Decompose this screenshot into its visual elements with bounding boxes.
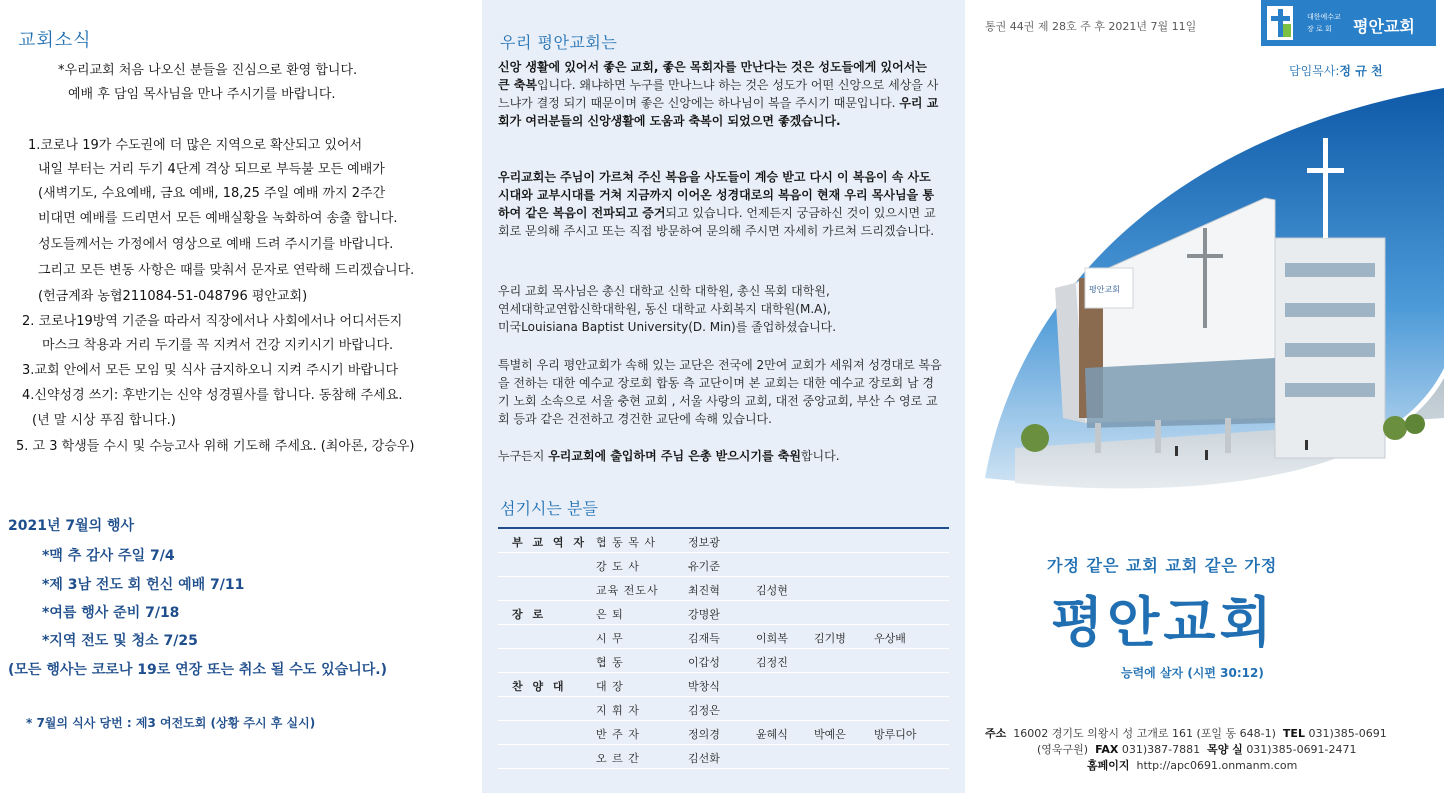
table-row (498, 529, 949, 553)
person-name: 방루디아 (874, 728, 917, 741)
role-group: 찬 양 대 (512, 680, 567, 693)
news-line: 4.신약성경 쓰기: 후반기는 신약 성경필사를 합니다. 동참해 주세요. (22, 388, 403, 403)
role: 지 휘 자 (596, 704, 640, 717)
about-p5-text: 누구든지 (498, 449, 549, 463)
church-title: 평안교회 (1051, 591, 1276, 654)
person-name: 박예은 (814, 728, 846, 741)
event-item: *지역 전도 및 청소 7/25 (42, 633, 198, 649)
role-group: 장 로 (512, 608, 547, 621)
pastor-label: 담임목사: (1289, 64, 1340, 78)
about-p2-bold: 우리교회는 주님이 가르쳐 주신 복음을 사도들이 계승 받고 다시 이 복음이 속 사도시대와 교부시대를 거쳐 지금까지 이어온 성경대로의 복음이 현재 우리 목사님을 통하여 같은 복음이 전파되고 증거 (498, 170, 934, 220)
table-row (498, 673, 949, 697)
tel-number: 031)385-0691 (1308, 727, 1387, 740)
homepage-label: 홈페이지 (1087, 759, 1130, 772)
role: 시 무 (596, 632, 624, 645)
welcome-line: 예배 후 담임 목사님을 만나 주시기를 바랍니다. (68, 87, 336, 102)
about-paragraph-4: 특별히 우리 평안교회가 속해 있는 교단은 전국에 2만여 교회가 세워져 성경대로 복음을 전하는 대한 예수교 장로회 합동 측 교단이며 본 교회는 대한 예수교 장로회 남 경기 노회 소속으로 서울 충현 교회 , 서울 사랑의 교회, 대전 중앙교회, 부산 수 영로 교회 등과 같은 건전하고 경건한 교단에 속해 있습니다. (498, 358, 942, 426)
person-name: 윤혜식 (756, 728, 788, 741)
about-paragraph-1 (498, 58, 942, 130)
person-name: 이갑성 (688, 656, 720, 669)
meal-duty-note: * 7월의 식사 당번 : 제3 여전도회 (상황 주시 후 실시) (26, 716, 316, 730)
news-line: 3.교회 안에서 모든 모임 및 식사 금지하오니 지켜 주시기 바랍니다 (22, 363, 399, 378)
left-panel (0, 0, 482, 793)
middle-panel (482, 0, 965, 793)
building-sign-text: 평안교회 (1089, 285, 1120, 294)
role: 오 르 간 (596, 752, 640, 765)
person-name: 김기병 (814, 632, 846, 645)
about-paragraph-3 (498, 282, 942, 336)
role: 반 주 자 (596, 728, 640, 741)
address-text-2: (영욱구원) (1037, 743, 1089, 756)
senior-pastor (1289, 62, 1383, 79)
about-p3-line: 우리 교회 목사님은 총신 대학교 신학 대학원, 총신 목회 대학원, (498, 284, 830, 298)
event-item: *맥 추 감사 주일 7/4 (42, 548, 175, 564)
about-p1-text: 입니다. 왜냐하면 누구를 만나느냐 하는 것은 성도가 어떤 신앙으로 세상을 사느냐가 결정 되기 때문이며 좋은 신앙에는 하나님이 복을 주시기 때문입니다. (498, 78, 939, 110)
about-p2-text: 되고 있습니다. 언제든지 궁금하신 것이 있으시면 교회로 문의해 주시고 또는 직접 방문하여 문의해 주시면 자세히 가르쳐 드리겠습니다. (498, 206, 936, 238)
role: 교육 전도사 (596, 584, 659, 597)
about-p5-bold: 우리교회에 출입하며 주님 은총 받으시기를 축원 (548, 449, 801, 463)
about-p1-bold: 신앙 생활에 있어서 좋은 교회, 좋은 목회자를 만난다는 것은 성도들에게 있어서는 큰 축복 (498, 60, 927, 92)
table-row (498, 697, 949, 721)
person-name: 최진혁 (688, 584, 720, 597)
servers-title: 섬기시는 분들 (500, 499, 598, 518)
person-name: 김선화 (688, 752, 720, 765)
event-item: *여름 행사 준비 7/18 (42, 605, 180, 621)
study-label: 목양 실 (1207, 743, 1243, 756)
person-name: 강명완 (688, 608, 720, 621)
person-name: 정의경 (688, 728, 720, 741)
news-line: (헌금계좌 농협211084-51-048796 평안교회) (38, 289, 308, 304)
news-line: 5. 고 3 학생들 수시 및 수능고사 위해 기도해 주세요. (최아론, 강승우) (16, 439, 415, 454)
news-line: 그리고 모든 변동 사항은 때를 맞춰서 문자로 연락해 드리겠습니다. (38, 263, 415, 278)
table-row (498, 601, 949, 625)
table-row (498, 625, 949, 649)
church-building-image (975, 78, 1444, 498)
address-text: 16002 경기도 의왕시 성 고개로 161 (포일 동 648-1) (1013, 727, 1276, 740)
table-row (498, 745, 949, 769)
fax-label: FAX (1095, 743, 1119, 756)
news-line: (새벽기도, 수요예배, 금요 예배, 18,25 주일 예배 까지 2주간 (38, 186, 386, 201)
person-name: 정보광 (688, 536, 720, 549)
cross-logo-icon (1267, 6, 1293, 40)
about-paragraph-5 (498, 447, 942, 465)
logo-church-name: 평안교회 (1353, 17, 1415, 36)
table-row (498, 553, 949, 577)
person-name: 우상배 (874, 632, 906, 645)
contact-line (1037, 741, 1357, 757)
events-title: 2021년 7월의 행사 (8, 518, 135, 534)
table-row (498, 649, 949, 673)
church-slogan: 가정 같은 교회 교회 같은 가정 (1047, 556, 1278, 575)
role: 협 동 (596, 656, 624, 669)
role: 은 퇴 (596, 608, 624, 621)
motto-verse: 능력에 살자 (시편 30:12) (1121, 666, 1264, 680)
events-note: (모든 행사는 코로나 19로 연장 또는 취소 될 수도 있습니다.) (8, 662, 387, 678)
about-title: 우리 평안교회는 (500, 33, 618, 52)
person-name: 김재득 (688, 632, 720, 645)
facade-cross-icon (1203, 228, 1207, 328)
logo-denomination: 대한예수교 (1307, 13, 1341, 21)
tel-label: TEL (1282, 727, 1305, 740)
issue-info: 통권 44권 제 28호 주 후 2021년 7월 11일 (985, 20, 1197, 33)
news-line: 비대면 예배를 드리면서 모든 예배실황을 녹화하여 송출 합니다. (38, 211, 398, 226)
about-p1-bold2: 우리 교회가 여러분들의 신앙생활에 도움과 축복이 되었으면 좋겠습니다. (498, 96, 939, 128)
logo-denomination: 장 로 회 (1307, 25, 1332, 33)
news-line: 1.코로나 19가 수도권에 더 많은 지역으로 확산되고 있어서 (28, 138, 363, 153)
person-name: 김정진 (756, 656, 788, 669)
about-p3-line: 연세대학교연합신학대학원, 동신 대학교 사회복지 대학원(M.A), (498, 302, 831, 316)
servers-table (498, 529, 949, 769)
address-label: 주소 (985, 727, 1007, 740)
about-p3-line: 미국Louisiana Baptist University(D. Min)를 졸업하셨습니다. (498, 320, 837, 334)
person-name: 김성현 (756, 584, 788, 597)
tree (1021, 424, 1049, 452)
table-row (498, 577, 949, 601)
person-name: 유기준 (688, 560, 720, 573)
fax-number: 031)387-7881 (1121, 743, 1201, 756)
event-item: *제 3남 전도 회 헌신 예배 7/11 (42, 577, 245, 593)
news-line: 성도들께서는 가정에서 영상으로 예배 드려 주시기를 바랍니다. (38, 237, 394, 252)
about-p5-text: 합니다. (800, 449, 840, 463)
welcome-line: *우리교회 처음 나오신 분들을 진심으로 환영 합니다. (58, 63, 358, 78)
homepage-line (1087, 757, 1297, 773)
person-name: 김정은 (688, 704, 720, 717)
news-title: 교회소식 (18, 30, 92, 51)
person-name: 박창식 (688, 680, 720, 693)
news-line: 마스크 착용과 거리 두기를 꼭 지켜서 건강 지키시기 바랍니다. (42, 338, 394, 353)
role-group: 부 교 역 자 (512, 536, 587, 549)
study-number: 031)385-0691-2471 (1246, 743, 1357, 756)
tower-cross-icon (1323, 138, 1328, 238)
news-line: 2. 코로나19방역 기준을 따라서 직장에서나 사회에서나 어디서든지 (22, 314, 403, 329)
news-line: 내일 부터는 거리 두기 4단계 격상 되므로 부득불 모든 예배가 (38, 162, 385, 177)
church-logo (1261, 0, 1436, 46)
news-line: (년 말 시상 푸짐 합니다.) (32, 413, 176, 428)
role: 협 동 목 사 (596, 536, 656, 549)
about-paragraph-2 (498, 168, 942, 240)
person-name: 이희복 (756, 632, 788, 645)
role: 강 도 사 (596, 560, 640, 573)
right-panel (965, 0, 1444, 793)
address-line (985, 725, 1387, 741)
role: 대 장 (596, 680, 624, 693)
pastor-name: 정 규 천 (1339, 64, 1383, 78)
homepage-link[interactable]: http://apc0691.onmanm.com (1136, 759, 1298, 772)
table-row (498, 721, 949, 745)
